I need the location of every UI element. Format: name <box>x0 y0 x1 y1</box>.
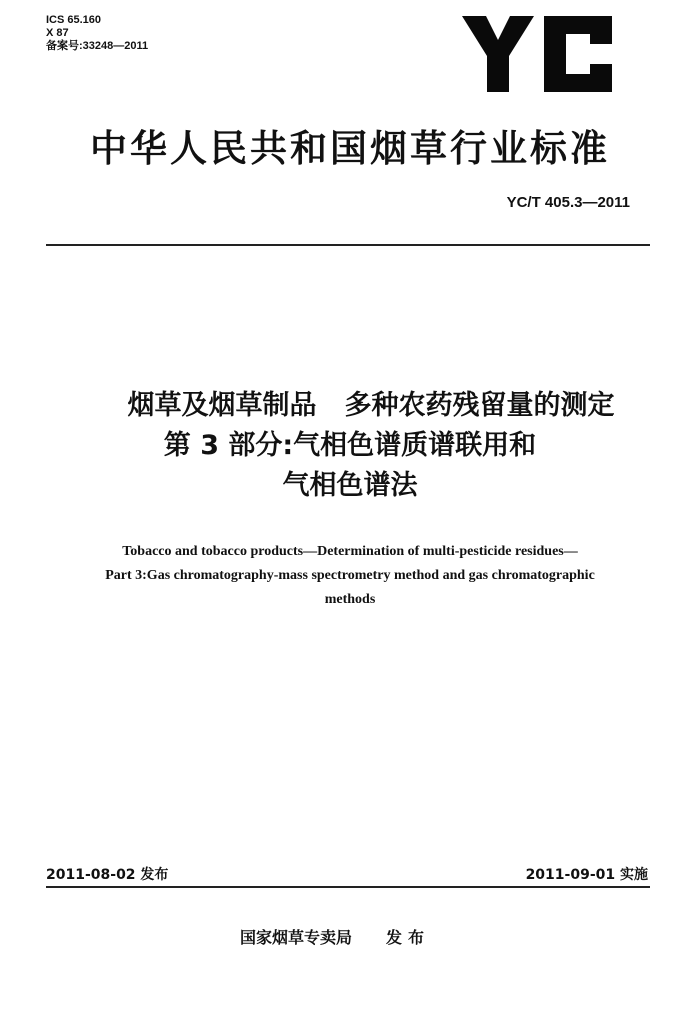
chinese-title-part-1: 烟草及烟草制品 <box>127 390 317 421</box>
yc-logo <box>462 16 612 92</box>
publisher-line <box>240 925 430 948</box>
standard-number: YC/T 405.3—2011 <box>506 194 630 211</box>
publisher-action: 发布 <box>386 928 431 947</box>
header-divider <box>46 244 650 246</box>
chinese-title-line-3: 气相色谱法 <box>282 470 418 501</box>
implementation-date: 2011-09-01 实施 <box>525 867 648 883</box>
issue-date: 2011-08-02 发布 <box>46 867 169 883</box>
chinese-title-line-2: 第 3 部分:气相色谱质谱联用和 <box>163 430 537 461</box>
category-code: X 87 <box>46 27 69 39</box>
chinese-title-line-1 <box>0 386 700 426</box>
filing-number: 备案号:33248—2011 <box>46 40 149 52</box>
english-title-line-2: Part 3:Gas chromatography-mass spectrometry method and gas chromatographic <box>105 568 595 583</box>
publisher-name: 国家烟草专卖局 <box>240 928 353 947</box>
footer-divider <box>46 886 650 888</box>
chinese-title-part-2: 多种农药残留量的测定 <box>344 390 615 421</box>
ics-code: ICS 65.160 <box>46 14 102 26</box>
yc-logo-letter-c <box>544 16 612 92</box>
english-title <box>40 540 660 612</box>
english-title-line-3: methods <box>324 592 376 607</box>
english-title-line-1: Tobacco and tobacco products—Determination of multi-pesticide residues— <box>122 544 578 559</box>
classification-codes <box>46 14 148 53</box>
chinese-title <box>0 386 700 506</box>
yc-logo-letter-y <box>462 16 534 92</box>
organization-title: 中华人民共和国烟草行业标准 <box>90 127 610 170</box>
